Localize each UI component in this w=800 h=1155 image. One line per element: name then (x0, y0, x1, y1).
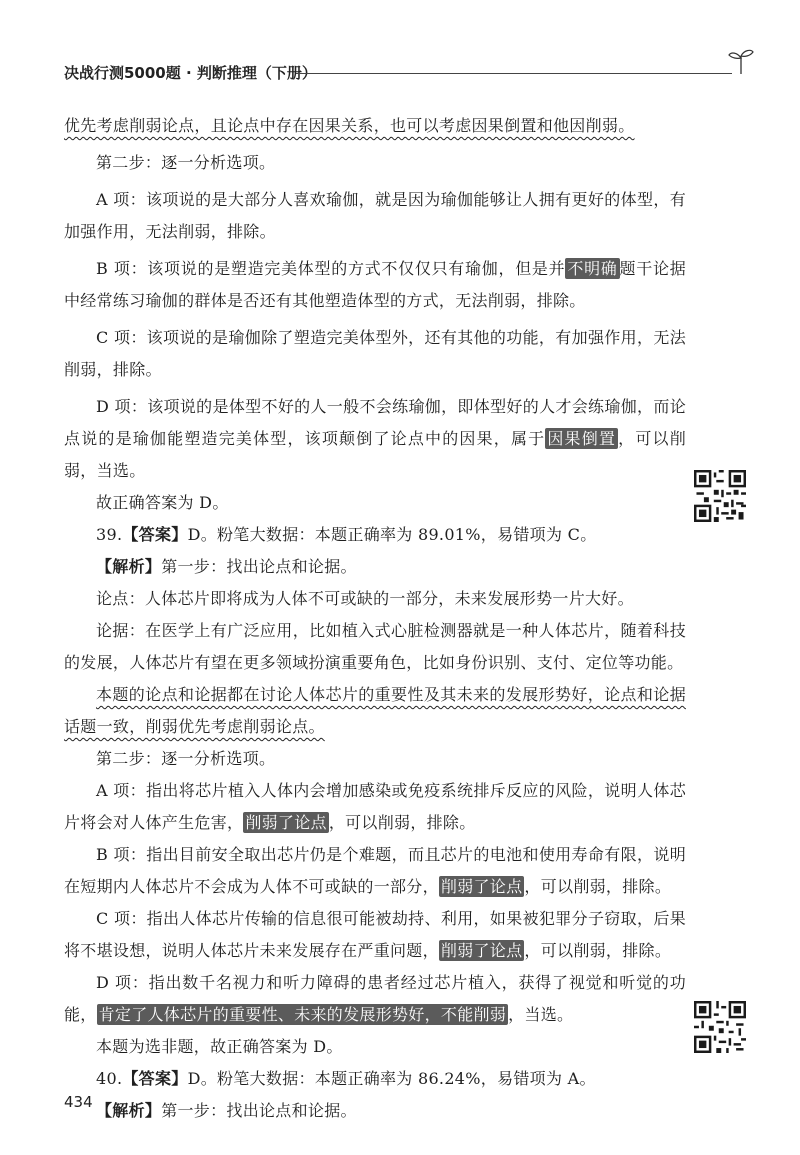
text: ，可以削弱，排除。 (524, 941, 672, 960)
highlight: 肯定了人体芯片的重要性、未来的发展形势好，不能削弱 (98, 1005, 507, 1024)
analysis-line (64, 551, 686, 583)
text: A 项：指出将芯片植入人体内会增加感染或免疫系统排斥反应的风险，说明人体芯片将会对人体产生危害， (64, 781, 686, 832)
paragraph (64, 110, 686, 142)
text: B 项：指出目前安全取出芯片仍是个难题，而且芯片的电池和使用寿命有限，说明在短期内人体芯片不会成为人体不可或缺的一部分， (64, 845, 686, 896)
answer-line (64, 1063, 686, 1095)
answer-label: 【答案】 (122, 1069, 188, 1088)
sprout-icon (726, 46, 756, 76)
paragraph: 故正确答案为 D。 (96, 493, 229, 512)
answer-label: 【答案】 (122, 525, 188, 544)
question-number: 39. (96, 525, 123, 544)
answer-text: D。粉笔大数据：本题正确率为 89.01%，易错项为 C。 (187, 525, 597, 544)
wavy-underlined-text: 优先考虑削弱论点，且论点中存在因果关系，也可以考虑因果倒置和他因削弱。 (64, 116, 635, 135)
paragraph (64, 967, 686, 1031)
highlight: 削弱了论点 (440, 877, 523, 896)
analysis-text: 第一步：找出论点和论据。 (161, 1101, 357, 1120)
qr-code-icon[interactable] (694, 470, 746, 522)
text: ，当选。 (508, 1005, 574, 1024)
paragraph (64, 775, 686, 839)
paragraph: 第二步：逐一分析选项。 (96, 153, 276, 172)
text: ，可以削弱，排除。 (328, 813, 476, 832)
page-content (64, 110, 686, 1127)
header-rule (296, 73, 732, 74)
paragraph (64, 903, 686, 967)
highlight: 削弱了论点 (440, 941, 523, 960)
analysis-label: 【解析】 (96, 1101, 162, 1120)
text: C 项：指出人体芯片传输的信息很可能被劫持、利用，如果被犯罪分子窃取，后果将不堪设想，说明人体芯片未来发展存在严重问题， (64, 909, 686, 960)
paragraph (64, 839, 686, 903)
wavy-underlined-text: 本题的论点和论据都在讨论人体芯片的重要性及其未来的发展形势好，论点和论据话题一致，削弱优先考虑削弱论点。 (64, 685, 686, 736)
paragraph: 第二步：逐一分析选项。 (96, 749, 276, 768)
text: B 项：该项说的是塑造完美体型的方式不仅仅只有瑜伽，但是并 (96, 259, 566, 278)
highlight: 不明确 (567, 259, 618, 278)
paragraph: C 项：该项说的是瑜伽除了塑造完美体型外，还有其他的功能，有加强作用，无法削弱，排除。 (64, 328, 686, 379)
text: 题干论据中经常练习瑜伽的群体是否还有其他塑造体型的方式，无法削弱，排除。 (64, 259, 686, 310)
text: ，可以削弱，排除。 (524, 877, 672, 896)
highlight: 因果倒置 (547, 429, 617, 448)
qr-code-icon[interactable] (694, 1001, 746, 1053)
answer-text: D。粉笔大数据：本题正确率为 86.24%，易错项为 A。 (187, 1069, 596, 1088)
paragraph: A 项：该项说的是大部分人喜欢瑜伽，就是因为瑜伽能够让人拥有更好的体型，有加强作用，无法削弱，排除。 (64, 190, 686, 241)
text: D 项：该项说的是体型不好的人一般不会练瑜伽，即体型好的人才会练瑜伽，而论点说的是瑜伽能塑造完美体型，该项颠倒了论点中的因果，属于 (64, 397, 686, 448)
paragraph: 论点：人体芯片即将成为人体不可或缺的一部分，未来发展形势一片大好。 (96, 589, 634, 608)
running-header (64, 58, 754, 88)
paragraph: 论据：在医学上有广泛应用，比如植入式心脏检测器就是一种人体芯片，随着科技的发展，人体芯片有望在更多领域扮演重要角色，比如身份识别、支付、定位等功能。 (64, 621, 686, 672)
text: ，可以削弱，当选。 (64, 429, 686, 480)
analysis-text: 第一步：找出论点和论据。 (161, 557, 357, 576)
book-title: 决战行测5000题 · 判断推理（下册） (64, 64, 317, 82)
text: D 项：指出数千名视力和听力障碍的患者经过芯片植入，获得了视觉和听觉的功能， (64, 973, 686, 1024)
analysis-line (64, 1095, 686, 1127)
highlight: 削弱了论点 (245, 813, 327, 832)
paragraph: 本题为选非题，故正确答案为 D。 (96, 1037, 343, 1056)
paragraph (64, 391, 686, 487)
question-number: 40. (96, 1069, 123, 1088)
analysis-label: 【解析】 (96, 557, 162, 576)
answer-line (64, 519, 686, 551)
paragraph (64, 253, 686, 317)
paragraph (64, 679, 686, 743)
page-number: 434 (64, 1093, 93, 1111)
